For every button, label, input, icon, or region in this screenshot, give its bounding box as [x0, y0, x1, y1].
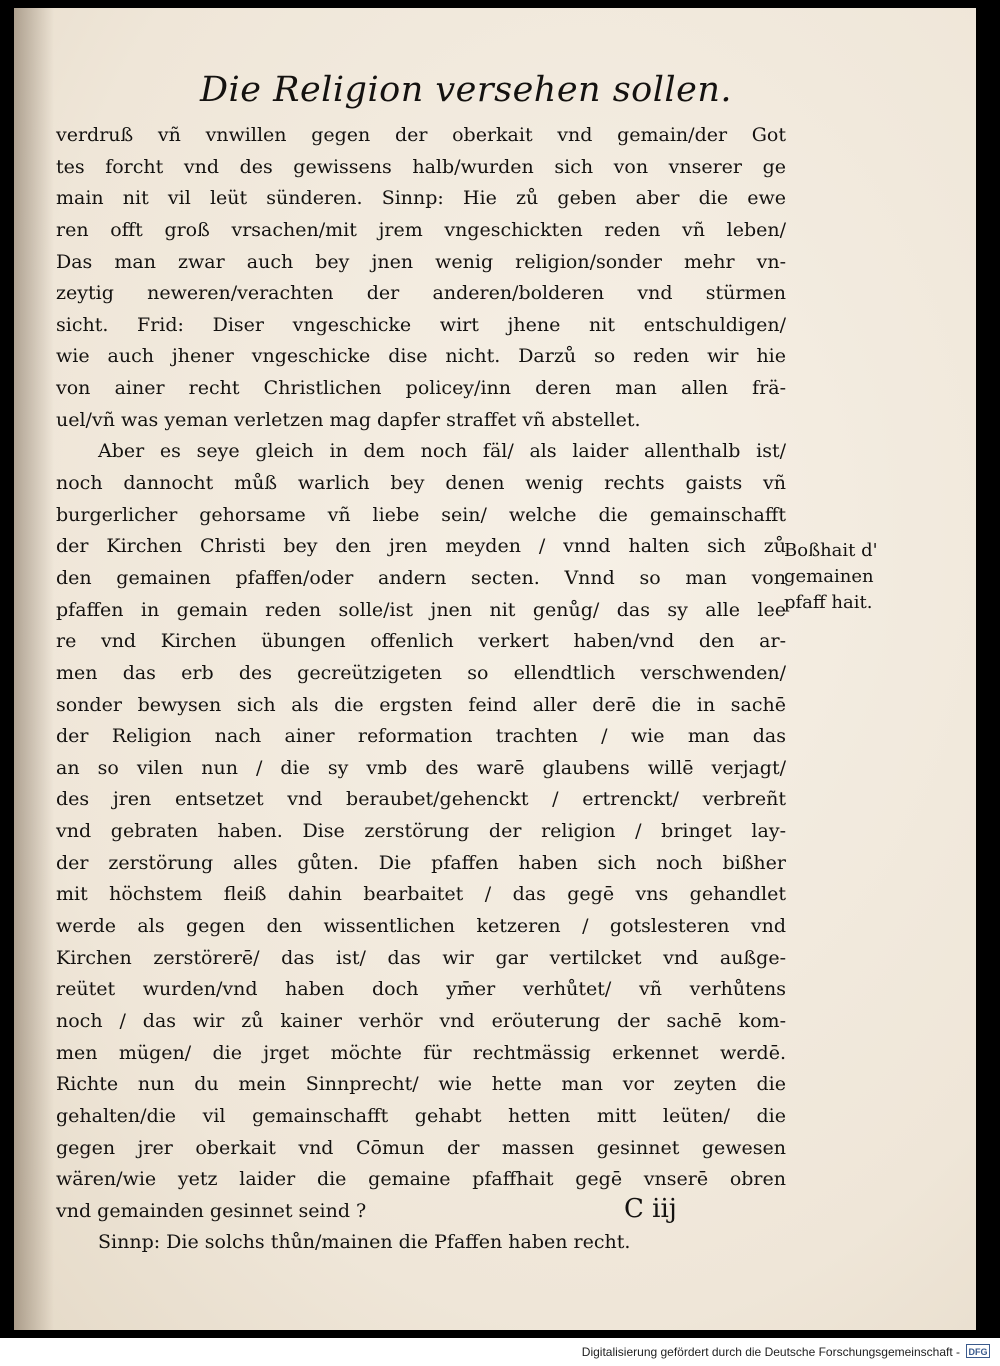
- text-line: vnd gebraten haben. Dise zerstörung der religion / bringet lay-: [56, 820, 786, 843]
- footer-credit: Digitalisierung gefördert durch die Deutsche Forschungsgemeinschaft -: [581, 1345, 960, 1359]
- text-line: wären/wie yetz laider die gemaine pfaffhait gegē vnserē obren: [56, 1168, 786, 1191]
- text-line: Kirchen zerstörerē/ das ist/ das wir gar vertilcket vnd außge-: [56, 946, 786, 969]
- text-line: den gemainen pfaffen/oder andern secten. Vnnd so man von: [56, 566, 786, 589]
- marginal-note-line: pfaff hait.: [784, 592, 873, 613]
- text-line: mit höchstem fleiß dahin bearbaitet / das gegē vns gehandlet: [56, 883, 786, 906]
- text-line: main nit vil leüt sünderen. Sinnp: Hie zů geben aber die ewe: [56, 187, 786, 210]
- text-line: Aber es seye gleich in dem noch fäl/ als laider allenthalb ist/: [98, 440, 786, 463]
- body-text: [56, 120, 786, 1259]
- text-line: sonder bewysen sich als die ergsten feind aller derē die in sachē: [56, 693, 786, 716]
- text-line: vnd gemainden gesinnet seind ?: [56, 1199, 367, 1222]
- text-line: der zerstörung alles gůten. Die pfaffen haben sich noch bißher: [56, 851, 786, 874]
- text-line: sicht. Frid: Diser vngeschicke wirt jhene nit entschuldigen/: [56, 313, 786, 336]
- text-line: des jren entsetzet vnd beraubet/gehenckt / ertrenckt/ verbreñt: [56, 788, 786, 811]
- text-line: burgerlicher gehorsame vñ liebe sein/ welche die gemainschafft: [56, 503, 786, 526]
- dfg-logo: DFG: [966, 1344, 990, 1358]
- gutter-shadow: [14, 8, 54, 1330]
- text-line: noch / das wir zů kainer verhör vnd eröuterung der sachē kom-: [56, 1009, 786, 1032]
- text-line: verdruß vñ vnwillen gegen der oberkait vnd gemain/der Got: [56, 124, 786, 146]
- text-line: der Religion nach ainer reformation trachten / wie man das: [56, 725, 786, 748]
- text-line: Sinnp: Die solchs thůn/mainen die Pfaffen haben recht.: [98, 1231, 631, 1254]
- text-line: men mügen/ die jrget möchte für rechtmässig erkennet werdē.: [56, 1041, 786, 1064]
- book-page: [14, 8, 976, 1330]
- marginal-note: [784, 538, 914, 616]
- text-line: men das erb des gecreützigeten so ellendtlich verschwenden/: [56, 661, 786, 684]
- text-line: gegen jrer oberkait vnd Cōmun der massen gesinnet gewesen: [56, 1136, 786, 1159]
- text-line: wie auch jhener vngeschicke dise nicht. Darzů so reden wir hie: [56, 345, 786, 368]
- text-line: werde als gegen den wissentlichen ketzeren / gotslesteren vnd: [56, 915, 786, 938]
- text-line: pfaffen in gemain reden solle/ist jnen nit genůg/ das sy alle lee: [56, 598, 786, 621]
- text-line: Richte nun du mein Sinnprecht/ wie hette man vor zeyten die: [56, 1073, 786, 1096]
- text-line: der Kirchen Christi bey den jren meyden / vnnd halten sich zů: [56, 535, 786, 558]
- text-line: re vnd Kirchen übungen offenlich verkert haben/vnd den ar-: [56, 630, 786, 653]
- text-line: Das man zwar auch bey jnen wenig religion/sonder mehr vn-: [56, 250, 786, 273]
- digitization-footer: [0, 1338, 1000, 1366]
- text-line: uel/vñ was yeman verletzen mag dapfer straffet vñ abstellet.: [56, 408, 641, 431]
- text-line: noch dannocht můß warlich bey denen wenig rechts gaists vñ: [56, 472, 786, 495]
- text-line: ren offt groß vrsachen/mit jrem vngeschickten reden vñ leben/: [56, 218, 786, 241]
- text-line: gehalten/die vil gemainschafft gehabt hetten mitt leüten/ die: [56, 1104, 786, 1127]
- text-line: von ainer recht Christlichen policey/inn deren man allen frä-: [56, 377, 786, 400]
- running-head: Die Religion versehen sollen.: [200, 70, 732, 110]
- text-line: reütet wurden/vnd haben doch ym̄er verhůtet/ vñ verhůtens: [56, 978, 786, 1001]
- text-line: zeytig neweren/verachten der anderen/bolderen vnd stürmen: [56, 282, 786, 305]
- marginal-note-line: Boßhait d': [784, 540, 878, 561]
- marginal-note-line: gemainen: [784, 566, 874, 587]
- signature-mark: C iij: [624, 1194, 677, 1224]
- text-line: an so vilen nun / die sy vmb des warē glaubens willē verjagt/: [56, 756, 786, 779]
- text-line: tes forcht vnd des gewissens halb/wurden sich von vnserer ge: [56, 155, 786, 178]
